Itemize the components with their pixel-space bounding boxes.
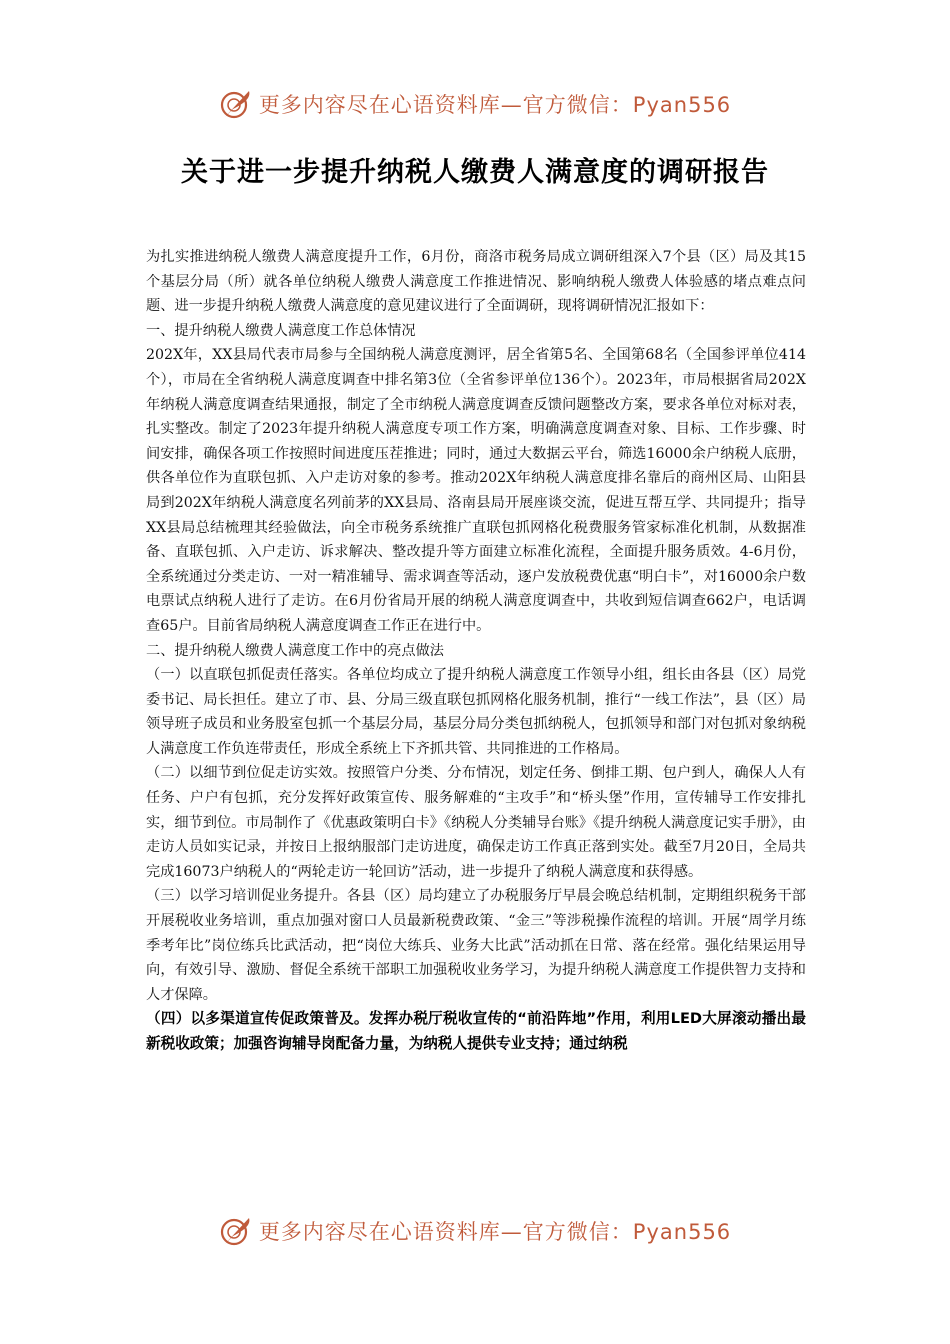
quill-logo-icon	[219, 87, 253, 121]
highlight-paragraph-2: （二）以细节到位促走访实效。按照管户分类、分布情况，划定任务、倒排工期、包户到人，确保人人有任务、户户有包抓，充分发挥好政策宣传、服务解难的“主攻手”和“桥头堡”作用，宣传辅导工作安排扎实，细节到位。市局制作了《优惠政策明白卡》《纳税人分类辅导台账》《提升纳税人满意度记实手册》，由走访人员如实记录，并按日上报纳服部门走访进度，确保走访工作真正落到实处。截至7月20日，全局共完成16073户纳税人的“两轮走访一轮回访”活动，进一步提升了纳税人满意度和获得感。	[146, 765, 806, 880]
overview-paragraph: 202X年，XX县局代表市局参与全国纳税人满意度测评，居全省第5名、全国第68名（全国参评单位414个），市局在全省纳税人满意度调查中排名第3位（全省参评单位136个）。2023年，市局根据省局202X年纳税人满意度调查结果通报，制定了全市纳税人满意度调查反馈问题整改方案，要求各单位对标对表，扎实整改。制定了2023年提升纳税人满意度专项工作方案，明确满意度调查对象、目标、工作步骤、时间安排，确保各项工作按照时间进度压茬推进；同时，通过大数据云平台，筛选16000余户纳税人底册，供各单位作为直联包抓、入户走访对象的参考。推动202X年纳税人满意度排名靠后的商州区局、山阳县局到202X年纳税人满意度名列前茅的XX县局、洛南县局开展座谈交流，促进互帮互学、共同提升；指导XX县局总结梳理其经验做法，向全市税务系统推广直联包抓网格化税费服务管家标准化机制，从数据准备、直联包抓、入户走访、诉求解决、整改提升等方面建立标准化流程，全面提升服务质效。4-6月份，全系统通过分类走访、一对一精准辅导、需求调查等活动，逐户发放税费优惠“明白卡”，对16000余户数电票试点纳税人进行了走访。在6月份省局开展的纳税人满意度调查中，共收到短信调查662户，电话调查65户。目前省局纳税人满意度调查工作正在进行中。	[146, 347, 806, 634]
watermark-header	[0, 82, 950, 126]
highlight-paragraph-3: （三）以学习培训促业务提升。各县（区）局均建立了办税服务厅早晨会晚总结机制，定期组织税务干部开展税收业务培训，重点加强对窗口人员最新税费政策、“金三”等涉税操作流程的培训。开展“周学月练季考年比”岗位练兵比武活动，把“岗位大练兵、业务大比武”活动抓在日常、落在经常。强化结果运用导向，有效引导、激励、督促全系统干部职工加强税收业务学习，为提升纳税人满意度工作提供智力支持和人才保障。	[146, 888, 806, 1003]
intro-paragraph: 为扎实推进纳税人缴费人满意度提升工作，6月份，商洛市税务局成立调研组深入7个县（区）局及其15个基层分局（所）就各单位纳税人缴费人满意度工作推进情况、影响纳税人缴费人体验感的堵点难点问题、进一步提升纳税人缴费人满意度的意见建议进行了全面调研，现将调研情况汇报如下：	[146, 249, 806, 315]
document-title: 关于进一步提升纳税人缴费人满意度的调研报告	[181, 157, 769, 188]
quill-logo-icon	[219, 1214, 253, 1248]
highlight-paragraph-1: （一）以直联包抓促责任落实。各单位均成立了提升纳税人满意度工作领导小组，组长由各县（区）局党委书记、局长担任。建立了市、县、分局三级直联包抓网格化服务机制，推行“一线工作法”，县（区）局领导班子成员和业务股室包抓一个基层分局，基层分局分类包抓纳税人，包抓领导和部门对包抓对象纳税人满意度工作负连带责任，形成全系统上下齐抓共管、共同推进的工作格局。	[146, 667, 806, 757]
document-body	[146, 245, 806, 1057]
highlight-paragraph-4: （四）以多渠道宣传促政策普及。发挥办税厅税收宣传的“前沿阵地”作用，利用LED大屏滚动播出最新税收政策；加强咨询辅导岗配备力量，为纳税人提供专业支持；通过纳税	[146, 1010, 806, 1052]
watermark-text: 更多内容尽在心语资料库—官方微信：Pyan556	[258, 93, 732, 117]
section-heading-2: 二、提升纳税人缴费人满意度工作中的亮点做法	[146, 642, 444, 659]
watermark-footer	[0, 1209, 950, 1253]
watermark-text: 更多内容尽在心语资料库—官方微信：Pyan556	[258, 1220, 732, 1244]
section-heading-1: 一、提升纳税人缴费人满意度工作总体情况	[146, 322, 416, 339]
